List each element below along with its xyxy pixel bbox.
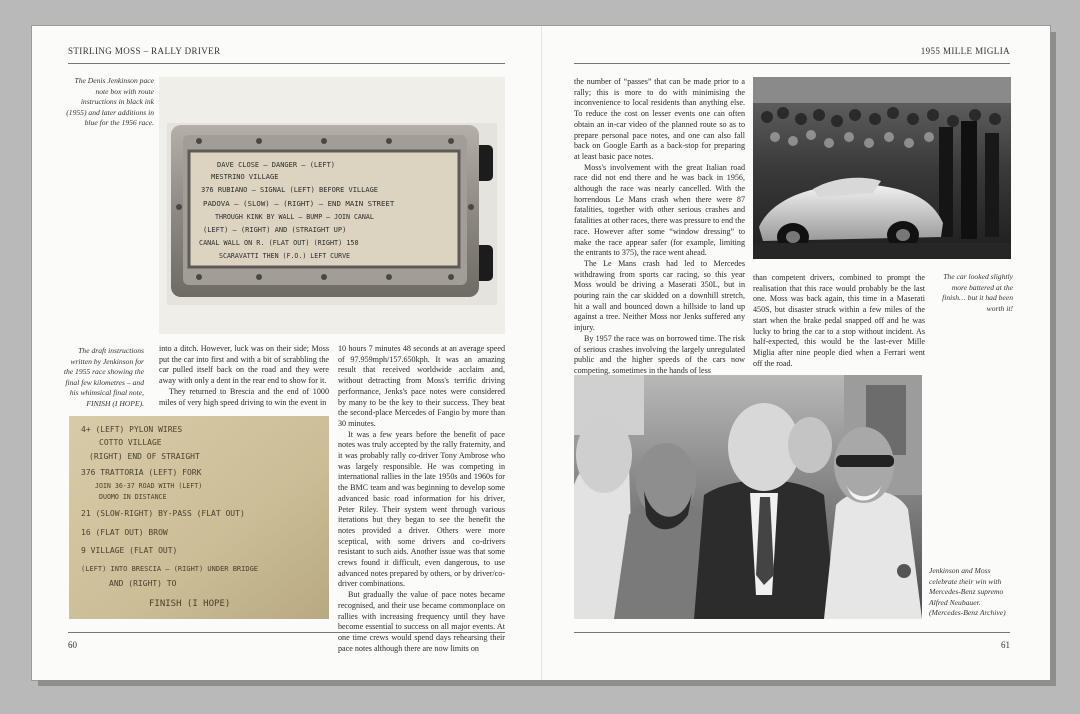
book-spread: [32, 26, 1050, 680]
box-note-6: CANAL WALL ON R. (FLAT OUT) (RIGHT) 150: [199, 239, 359, 247]
draft-note-4: JOIN 36-37 ROAD WITH (LEFT): [95, 482, 203, 490]
right-col1-para-2: Moss's involvement with the great Italian road race did not end there and he was back in 1956, although the race was nearly cancelled. With the horrendous Le Mans crash when there were 87 fatalities, together with other serious crashes and fatalities at other races, there was pressure to end the race. However after some “window dressing” to make the race appear safer (for example, limiting the entrants to 375), the race went ahead.: [574, 162, 745, 258]
box-note-1: MESTRINO VILLAGE: [211, 173, 279, 181]
page-fold: [541, 26, 542, 680]
left-col1-para-1: into a ditch. However, luck was on their side; Moss put the car into first and with a bit of scrabbling the car pulled itself back on the road and they were away with only a dent in the rear end to show for it.: [159, 344, 329, 386]
draft-note-8: 9 VILLAGE (FLAT OUT): [81, 546, 178, 555]
draft-note-11: FINISH (I HOPE): [149, 599, 231, 609]
right-text-column-2: [753, 273, 925, 369]
caption-pace-box: The Denis Jenkinson pace note box with route instructions in black ink (1955) and later additions in blue for the 1956 race.: [66, 76, 154, 128]
left-text-column-1: [159, 344, 329, 408]
right-running-head: 1955 MILLE MIGLIA: [920, 46, 1010, 56]
pace-note-box-photo: [159, 77, 505, 334]
box-note-3: PADOVA – (SLOW) – (RIGHT) – END MAIN STREET: [203, 199, 395, 208]
draft-note-10: AND (RIGHT) TO: [109, 579, 177, 588]
caption-celebration: Jenkinson and Moss celebrate their win with Mercedes-Benz supremo Alfred Neubauer. (Mercedes-Benz Archive): [929, 566, 1006, 618]
draft-note-6: 21 (SLOW-RIGHT) BY-PASS (FLAT OUT): [81, 509, 245, 518]
draft-note-5: DUOMO IN DISTANCE: [99, 493, 167, 501]
right-text-column-1: [574, 77, 745, 377]
moss-jenkinson-neubauer-photo: [574, 375, 922, 619]
left-col1-para-2: They returned to Brescia and the end of 1000 miles of very high speed driving to win the event in: [159, 386, 329, 407]
right-col2-para-1: than competent drivers, combined to prompt the realisation that this race would probably be the last one. Moss was back again, this time in a Maserati 450S, but disaster struck within a few miles of the start when the brake pedal snapped off and he was lucky to bring the car to a stop without incident. As half-expected, this would be the last-ever Mille Miglia after nine people died when a Ferrari went off the road.: [753, 273, 925, 368]
right-footer-rule: [574, 632, 1010, 633]
right-header-rule: [574, 63, 1010, 64]
box-note-5: (LEFT) – (RIGHT) AND (STRAIGHT UP): [203, 226, 347, 234]
left-col2-para-1: 10 hours 7 minutes 48 seconds at an average speed of 97.959mph/157.650kph. It was an amazing result that received worldwide acclaim and, without detracting from Moss's terrific driving performance, Jenks's pace notes were considered by many to be the key to their success. They beat the second-place Mercedes of Fangio by more than 30 minutes.: [338, 344, 505, 428]
box-note-2: 376 RUBIANO – SIGNAL (LEFT) BEFORE VILLAGE: [201, 186, 379, 194]
draft-note-2: (RIGHT) END OF STRAIGHT: [89, 452, 200, 461]
left-text-column-2: [338, 344, 505, 654]
right-folio: 61: [1001, 640, 1010, 650]
box-note-0: DAVE CLOSE – DANGER – (LEFT): [217, 161, 336, 169]
handwritten-draft-notes-photo: [69, 416, 329, 619]
mercedes-finish-crowd-photo: [753, 77, 1011, 259]
left-folio: 60: [68, 640, 77, 650]
left-header-rule: [68, 63, 505, 64]
draft-note-7: 16 (FLAT OUT) BROW: [81, 528, 168, 537]
draft-note-9: (LEFT) INTO BRESCIA – (RIGHT) UNDER BRIDGE: [81, 565, 259, 573]
box-note-7: SCARAVATTI THEN (F.O.) LEFT CURVE: [219, 252, 351, 260]
left-footer-rule: [68, 632, 505, 633]
draft-note-1: COTTO VILLAGE: [99, 438, 162, 447]
caption-draft-notes: The draft instructions written by Jenkinson for the 1955 race showing the final few kilometres – and his whimsical final note, FINISH (I HOPE).: [63, 346, 144, 408]
draft-note-3: 376 TRATTORIA (LEFT) FORK: [81, 468, 202, 477]
left-col2-para-3: But gradually the value of pace notes became recognised, and their use became commonplace on rallies with increasing frequency until they have become essential to success on all major events. At one time crews would spend days rehearsing their pace notes although there are now limits on: [338, 590, 505, 653]
box-note-4: THROUGH KINK BY WALL – BUMP – JOIN CANAL: [215, 213, 374, 221]
right-col1-para-3: The Le Mans crash had led to Mercedes withdrawing from sports car racing, so this year Moss would be driving a Maserati 350L, but in pouring rain the car skidded on a downhill stretch, hit a wall and bounced down a hillside to land up against a tree. Neither Moss nor Jenks suffered any injury.: [574, 258, 745, 333]
caption-race-car: The car looked slightly more battered at the finish… but it had been worth it!: [942, 272, 1013, 313]
left-running-head: STIRLING MOSS – RALLY DRIVER: [68, 46, 221, 56]
draft-note-0: 4+ (LEFT) PYLON WIRES: [81, 425, 183, 434]
right-col1-para-4: By 1957 the race was on borrowed time. The risk of serious crashes involving the largely unregulated public and the higher speeds of the cars now competing, sometimes in the hands of less: [574, 333, 745, 375]
left-col2-para-2: It was a few years before the benefit of pace notes was truly accepted by the rally fraternity, and it was probably rally co-driver Tony Ambrose who was largely responsible. He was competing in international rallies in the late 1950s and 1960s for the BMC team and was beginning to develop some advanced basic road information for his driver, Peter Riley. Their system went through various iterations but they began to see the benefit the notes provided a driver. Others were more sceptical, with some drivers and co-drivers resistant to such aids. Another issue was that some crews found it difficult, even dangerous, to use advanced notes prepared by others, or by driver/co-driver combinations.: [338, 429, 505, 589]
right-col1-para-1: the number of “passes” that can be made prior to a rally; this is more to do with minimising the inconvenience to local residents than anything else. To reduce the cost on lesser events one can often obtain an in-car video of the planned route so as to prepare personal pace notes, and one can also fall back on Google Earth as a back-stop for preparing at least basic pace notes.: [574, 77, 745, 161]
